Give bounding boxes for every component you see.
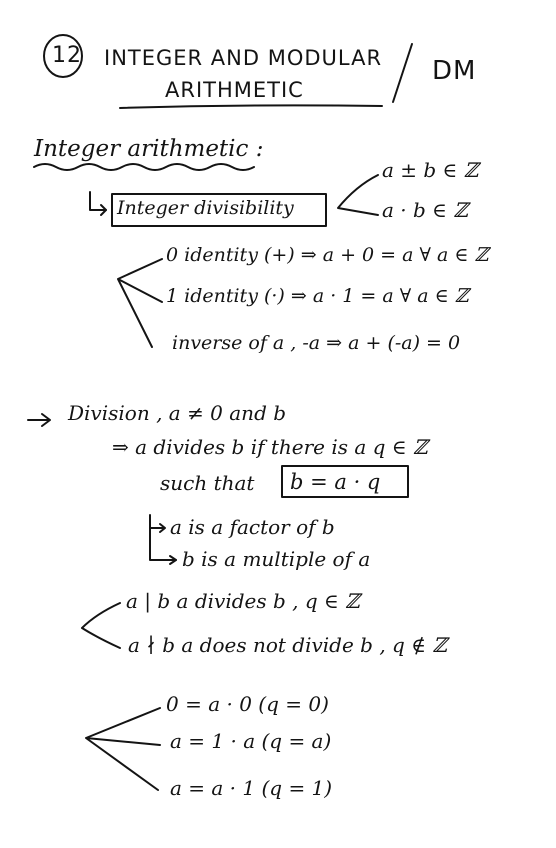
- notation-divides: a | b a divides b , q ∈ ℤ: [126, 589, 360, 613]
- division-heading: Division , a ≠ 0 and b: [68, 401, 287, 425]
- heading-underline: [34, 164, 254, 170]
- notation-not-divides: a ∤ b a does not divide b , q ∉ ℤ: [128, 633, 447, 657]
- division-boxed-formula: b = a · q: [290, 470, 381, 494]
- page-title-line-2: ARITHMETIC: [165, 78, 304, 102]
- case-zero: 0 = a · 0 (q = 0): [166, 692, 329, 716]
- case-identity-left: a = 1 · a (q = a): [170, 729, 332, 753]
- cases-fork: [86, 708, 160, 790]
- property-inverse: inverse of a , -a ⇒ a + (-a) = 0: [172, 332, 461, 354]
- case-identity-right: a = a · 1 (q = 1): [170, 776, 333, 800]
- property-zero-identity: 0 identity (+) ⇒ a + 0 = a ∀ a ∈ ℤ: [166, 244, 489, 266]
- section-heading: Integer arithmetic :: [34, 136, 264, 162]
- title-underline: [120, 105, 382, 108]
- page-title-line-1: INTEGER AND MODULAR: [104, 46, 383, 70]
- closure-fork: [338, 175, 378, 215]
- multiple-statement: b is a multiple of a: [182, 547, 371, 571]
- title-slash: [393, 44, 412, 102]
- subheading-boxed: Integer divisibility: [117, 197, 294, 219]
- sub-arrow-icon: [90, 192, 106, 210]
- property-one-identity: 1 identity (·) ⇒ a · 1 = a ∀ a ∈ ℤ: [166, 285, 469, 307]
- division-definition: ⇒ a divides b if there is a q ∈ ℤ: [112, 435, 428, 459]
- closure-add: a ± b ∈ ℤ: [382, 158, 479, 182]
- closure-mult: a · b ∈ ℤ: [382, 198, 468, 222]
- division-arrow-icon: [28, 414, 50, 426]
- notation-fork: [82, 603, 120, 648]
- subject-tag: DM: [432, 56, 477, 86]
- factor-statement: a is a factor of b: [170, 515, 335, 539]
- section-number: 12: [52, 43, 82, 68]
- properties-fork: [118, 259, 162, 347]
- division-such-that: such that: [160, 471, 255, 495]
